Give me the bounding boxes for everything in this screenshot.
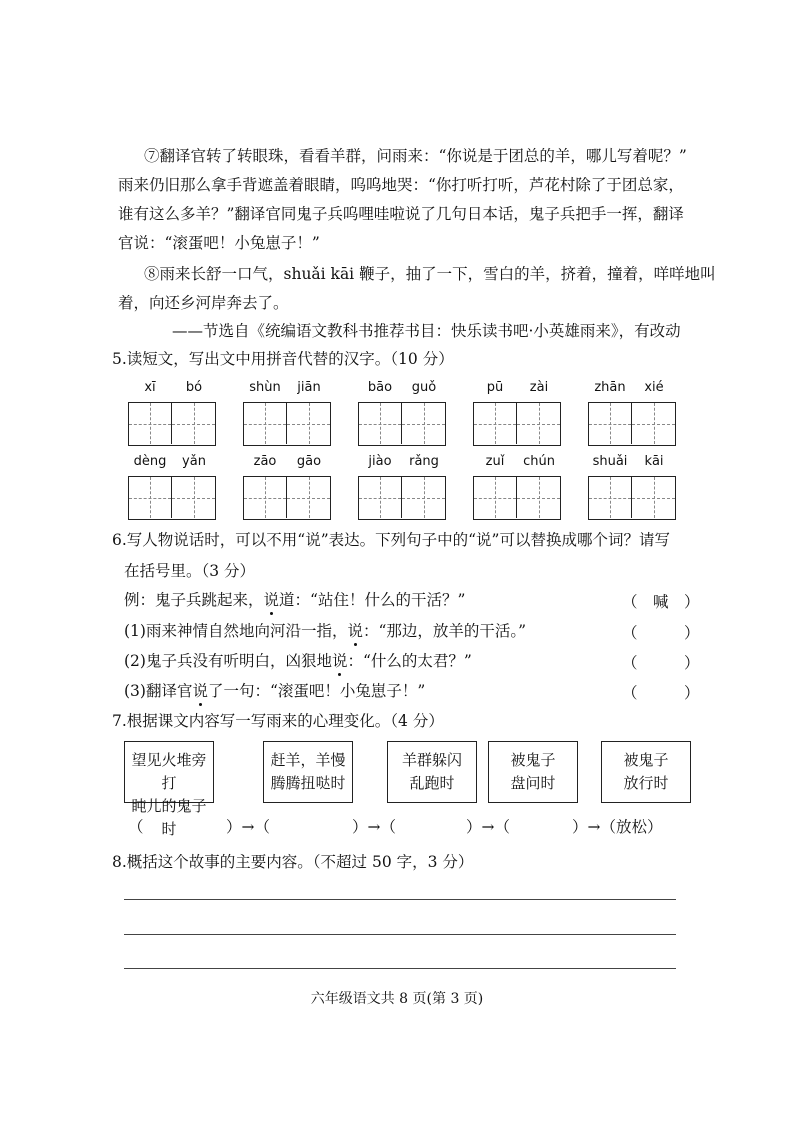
- answer-blank-2[interactable]: （ ）: [622, 654, 700, 672]
- sentence-text: 了一句：“滚蛋吧！小兔崽子！”: [207, 682, 426, 700]
- flow-part[interactable]: ）→（放松）: [572, 818, 663, 836]
- example-text: 例：鬼子兵跳起来，: [124, 591, 264, 609]
- pinyin-label: pū: [486, 380, 504, 395]
- stage-text: 羊群躲闪: [401, 751, 462, 769]
- flow-part: （: [128, 818, 144, 836]
- answer-line[interactable]: [124, 934, 676, 935]
- sentence-text: (3)翻译官: [124, 682, 193, 700]
- stage-box: [387, 741, 477, 803]
- question-8-title: 8.概括这个故事的主要内容。（不超过 50 字，3 分）: [112, 853, 474, 871]
- pinyin-label: dèng: [133, 454, 167, 469]
- stage-text: 乱跑时: [409, 774, 455, 792]
- writing-box[interactable]: [473, 476, 561, 520]
- emphasis-word: 说: [263, 591, 280, 609]
- pinyin-label: zài: [529, 380, 549, 395]
- answer-blank-3[interactable]: （ ）: [622, 684, 700, 702]
- writing-box[interactable]: [128, 402, 216, 446]
- sentence-text: ：“那边，放羊的干活。”: [362, 622, 527, 640]
- stage-text: 赶羊，羊慢: [270, 751, 346, 769]
- pinyin-label: zhān: [594, 380, 626, 395]
- emphasis-word: 说: [331, 652, 348, 670]
- pinyin-label: xié: [644, 380, 664, 395]
- writing-box[interactable]: [243, 402, 331, 446]
- pinyin-label: kāi: [644, 454, 664, 469]
- example-answer: （ 喊 ）: [622, 593, 700, 611]
- question-6-title-line2: 在括号里。（3 分）: [124, 562, 256, 580]
- passage-p8-line2: 着，向还乡河岸奔去了。: [118, 294, 289, 312]
- emphasis-word: 说: [347, 622, 363, 640]
- pinyin-label: bāo: [367, 380, 393, 395]
- stage-text: 被鬼子: [623, 751, 669, 769]
- writing-box[interactable]: [128, 476, 216, 520]
- passage-p7-line1: ⑦翻译官转了转眼珠，看看羊群，问雨来：“你说是于团总的羊，哪儿写着呢？”: [144, 147, 687, 165]
- stage-text: 盹儿的鬼子时: [131, 797, 207, 838]
- stage-box: [488, 741, 578, 803]
- writing-box[interactable]: [588, 402, 676, 446]
- pinyin-label: jiān: [297, 380, 321, 395]
- question-6-sentence-3: [124, 681, 425, 701]
- question-7-title: 7.根据课文内容写一写雨来的心理变化。（4 分）: [112, 712, 444, 730]
- emphasis-word: 说: [192, 682, 208, 700]
- passage-source: ——节选自《统编语文教科书推荐书目：快乐读书吧·小英雄雨来》，有改动: [172, 322, 681, 340]
- question-5-title: 5.读短文，写出文中用拼音代替的汉字。（10 分）: [112, 350, 454, 368]
- writing-box[interactable]: [358, 476, 446, 520]
- question-6-example: [124, 590, 465, 610]
- flow-part[interactable]: ）→（: [226, 818, 270, 836]
- pinyin-label: gāo: [296, 454, 322, 469]
- sentence-text: ：“什么的太君？”: [347, 652, 472, 670]
- pinyin-label: shùn: [249, 380, 281, 395]
- writing-box[interactable]: [358, 402, 446, 446]
- answer-line[interactable]: [124, 968, 676, 969]
- stage-text: 盘问时: [510, 774, 556, 792]
- answer-line[interactable]: [124, 899, 676, 900]
- writing-box[interactable]: [243, 476, 331, 520]
- stage-box: [601, 741, 691, 803]
- pinyin-label: yǎn: [182, 454, 206, 469]
- writing-box[interactable]: [588, 476, 676, 520]
- stage-text: 放行时: [623, 774, 669, 792]
- pinyin-label: zāo: [253, 454, 277, 469]
- flow-part[interactable]: ）→（: [352, 818, 396, 836]
- pinyin-label: rǎng: [409, 454, 439, 469]
- stage-box: [124, 741, 214, 838]
- question-6-title-line1: 6.写人物说话时，可以不用“说”表达。下列句子中的“说”可以替换成哪个词？请写: [112, 531, 670, 549]
- passage-p7-line2: 雨来仍旧那么拿手背遮盖着眼睛，呜呜地哭：“你打听打听，芦花村除了于团总家，: [118, 176, 684, 194]
- pinyin-label: zuǐ: [485, 454, 505, 469]
- question-6-sentence-1: [124, 621, 526, 641]
- stage-box: [263, 741, 353, 803]
- passage-p8-line1: ⑧雨来长舒一口气，shuǎi kāi 鞭子，抽了一下，雪白的羊，挤着，撞着，咩咩地叫: [144, 265, 716, 283]
- pinyin-label: guǒ: [411, 380, 437, 395]
- stage-text: 望见火堆旁打: [131, 751, 207, 792]
- page-footer: 六年级语文共 8 页(第 3 页): [310, 991, 484, 1007]
- pinyin-label: jiào: [368, 454, 392, 469]
- question-6-sentence-2: [124, 651, 472, 671]
- stage-text: 腾腾扭哒时: [270, 774, 346, 792]
- sentence-text: (1)雨来神情自然地向河沿一指，: [124, 622, 348, 640]
- passage-p7-line4: 官说：“滚蛋吧！小兔崽子！”: [118, 234, 320, 252]
- pinyin-label: chún: [523, 454, 555, 469]
- example-text: 道：“站住！什么的干活？”: [279, 591, 466, 609]
- pinyin-label: xī: [144, 380, 156, 395]
- flow-part[interactable]: ）→（: [466, 818, 510, 836]
- pinyin-label: shuǎi: [592, 454, 628, 469]
- stage-text: 被鬼子: [510, 751, 556, 769]
- pinyin-label: bó: [185, 380, 203, 395]
- passage-p7-line3: 谁有这么多羊？”翻译官同鬼子兵呜哩哇啦说了几句日本话，鬼子兵把手一挥，翻译: [118, 205, 684, 223]
- writing-box[interactable]: [473, 402, 561, 446]
- sentence-text: (2)鬼子兵没有听明白，凶狠地: [124, 652, 332, 670]
- answer-blank-1[interactable]: （ ）: [622, 624, 700, 642]
